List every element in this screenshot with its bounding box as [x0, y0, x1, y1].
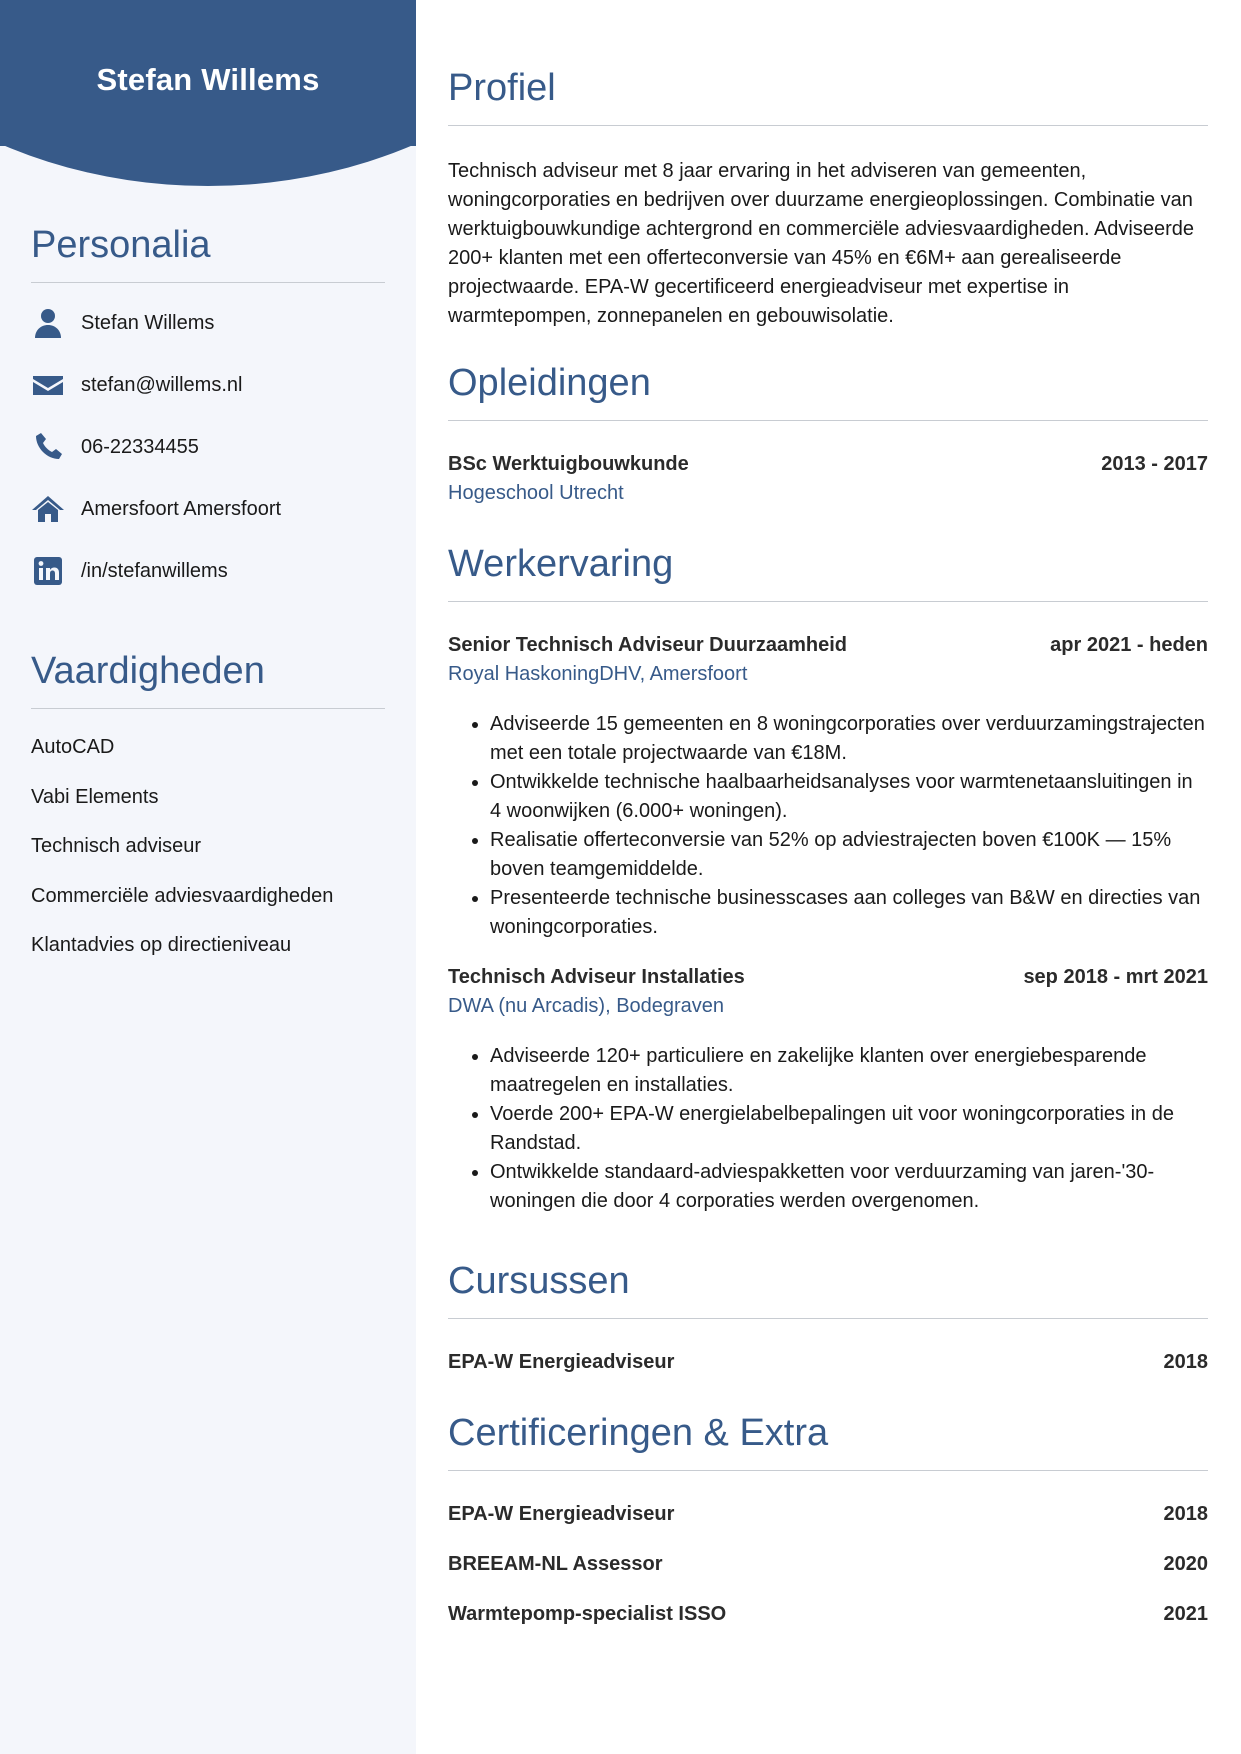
experience-divider [448, 601, 1208, 602]
certifications-list [448, 1503, 1208, 1653]
courses-title: Cursussen [448, 1260, 630, 1302]
phone-icon [31, 430, 65, 464]
skills-title: Vaardigheden [31, 650, 265, 692]
education-degree: BSc Werktuigbouwkunde [448, 453, 689, 475]
certifications-divider [448, 1470, 1208, 1471]
skill-item: Vabi Elements [31, 785, 159, 808]
skill-item: Technisch adviseur [31, 835, 202, 857]
contact-list [31, 292, 385, 602]
job-role: Senior Technisch Adviseur Duurzaamheid [448, 634, 847, 656]
profile-text: Technisch adviseur met 8 jaar ervaring in het adviseren van gemeenten, woningcorporaties en bedrijven over duurzame energieoplossingen. Combinatie van werktuigbouwkundige achtergrond en commerciële adviesvaardigheden. Adviseerde 200+ klanten met een offerteconversie van 45% en €6M+ aan gerealiseerde projectwaarde. EPA-W gecertificeerd energieadviseur met expertise in warmtepompen, zonnepanelen en gebouwisolatie. [448, 160, 1195, 327]
contact-address [31, 478, 385, 540]
home-icon [31, 492, 65, 526]
certification-row [448, 1503, 1208, 1553]
certification-row [448, 1553, 1208, 1603]
list-item: • Presenteerde technische businesscases aan colleges van B&W en directies van woningcorporaties. [490, 884, 1208, 942]
contact-email[interactable] [31, 354, 385, 416]
job-bullets [448, 710, 1208, 942]
list-item: • Ontwikkelde standaard-adviespakketten voor verduurzaming van jaren-'30-woningen die door 4 corporaties werden overgenomen. [490, 1158, 1208, 1216]
job-company: DWA (nu Arcadis), Bodegraven [448, 995, 725, 1017]
experience-title: Werkervaring [448, 543, 674, 585]
list-item: • Adviseerde 120+ particuliere en zakelijke klanten over energiebesparende maatregelen en installaties. [490, 1042, 1208, 1100]
contact-phone-text[interactable]: 06-22334455 [81, 435, 199, 458]
list-item: • Ontwikkelde technische haalbaarheidsanalyses voor warmtenetaansluitingen in 4 woonwijken (6.000+ woningen). [490, 768, 1208, 826]
certification-name: EPA-W Energieadviseur [448, 1503, 675, 1525]
job-entry [448, 966, 1208, 1216]
profile-section [448, 69, 1208, 331]
list-item: • Voerde 200+ EPA-W energielabelbepalingen uit voor woningcorporaties in de Randstad. [490, 1100, 1208, 1158]
job-entry [448, 634, 1208, 942]
skill-item: Klantadvies op directieniveau [31, 934, 292, 956]
skills-section [31, 652, 385, 971]
skill-item: Commerciële adviesvaardigheden [31, 884, 334, 907]
certification-name: Warmtepomp-specialist ISSO [448, 1603, 727, 1625]
certifications-title: Certificeringen & Extra [448, 1412, 829, 1454]
job-bullets [448, 1042, 1208, 1216]
personalia-title: Personalia [31, 224, 211, 266]
courses-divider [448, 1318, 1208, 1319]
job-role: Technisch Adviseur Installaties [448, 966, 745, 988]
envelope-icon [31, 368, 65, 402]
skill-item: AutoCAD [31, 736, 115, 758]
course-name: EPA-W Energieadviseur [448, 1351, 675, 1373]
profile-divider [448, 125, 1208, 126]
certification-row [448, 1603, 1208, 1653]
contact-name-text: Stefan Willems [81, 311, 215, 334]
education-divider [448, 420, 1208, 421]
education-period: 2013 - 2017 [1101, 453, 1208, 475]
list-item: • Adviseerde 15 gemeenten en 8 woningcorporaties over verduurzamingstrajecten met een totale projectwaarde van €18M. [490, 710, 1208, 768]
certification-name: BREEAM-NL Assessor [448, 1553, 663, 1575]
contact-linkedin[interactable] [31, 540, 385, 602]
contact-address-text: Amersfoort Amersfoort [81, 497, 282, 520]
contact-phone[interactable] [31, 416, 385, 478]
certification-year: 2018 [1163, 1503, 1208, 1525]
profile-title: Profiel [448, 67, 556, 109]
contact-name [31, 292, 385, 354]
courses-section [448, 1262, 1208, 1401]
job-period: sep 2018 - mrt 2021 [1023, 966, 1208, 988]
personalia-section [31, 226, 385, 602]
sidebar-header [0, 0, 416, 186]
list-item: • Realisatie offerteconversie van 52% op adviestrajecten boven €100K — 15% boven teamgemiddelde. [490, 826, 1208, 884]
user-icon [31, 306, 65, 340]
course-row [448, 1351, 1208, 1401]
education-school: Hogeschool Utrecht [448, 482, 624, 504]
education-title: Opleidingen [448, 362, 651, 404]
experience-section [448, 545, 1208, 1216]
certification-year: 2020 [1163, 1553, 1208, 1575]
education-section [448, 364, 1208, 505]
job-entry-head [448, 634, 1208, 657]
education-entry [448, 453, 1208, 505]
sidebar-name: Stefan Willems [96, 62, 320, 97]
job-period: apr 2021 - heden [1050, 634, 1208, 656]
job-entry-head [448, 966, 1208, 989]
job-company: Royal HaskoningDHV, Amersfoort [448, 663, 748, 685]
certifications-section [448, 1414, 1208, 1653]
contact-email-text[interactable]: stefan@willems.nl [81, 373, 243, 396]
sidebar [0, 0, 416, 1754]
certification-year: 2021 [1163, 1603, 1208, 1625]
contact-linkedin-text[interactable]: /in/stefanwillems [81, 559, 228, 582]
courses-list [448, 1351, 1208, 1401]
linkedin-icon [31, 554, 65, 588]
skills-divider [31, 708, 385, 709]
personalia-divider [31, 282, 385, 283]
course-year: 2018 [1163, 1351, 1208, 1373]
skill-list [31, 723, 385, 971]
education-entry-head [448, 453, 1208, 476]
